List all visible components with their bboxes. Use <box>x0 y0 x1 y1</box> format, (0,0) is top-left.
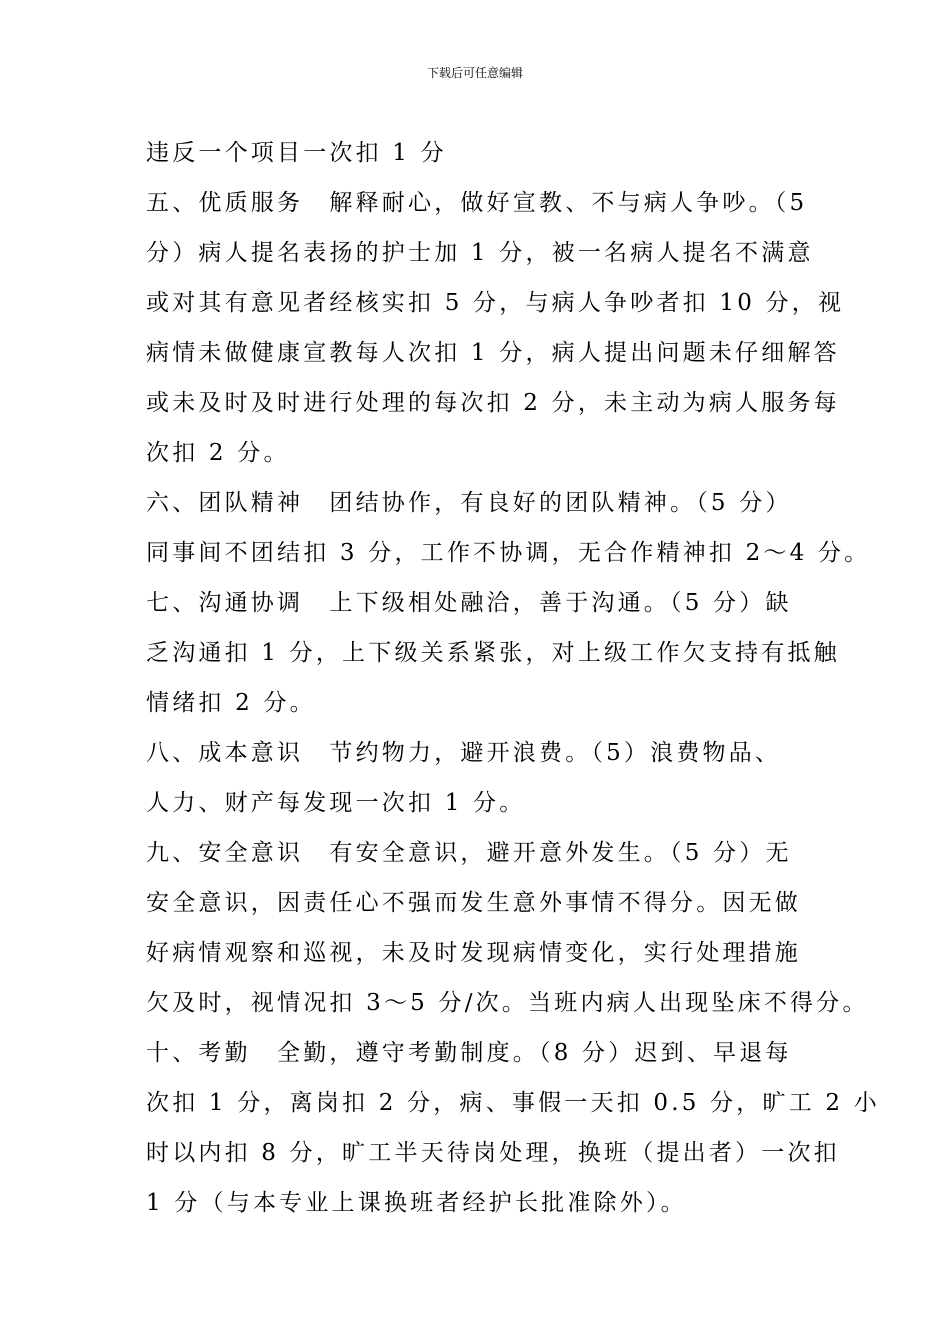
document-body <box>146 128 880 1228</box>
text-line: 九、安全意识 有安全意识，避开意外发生。（5 分）无 <box>146 840 792 866</box>
text-line: 次扣 1 分，离岗扣 2 分，病、事假一天扣 0.5 分，旷工 2 小 <box>146 1090 880 1116</box>
text-line: 时以内扣 8 分，旷工半天待岗处理，换班（提出者）一次扣 <box>146 1140 840 1166</box>
text-line: 安全意识，因责任心不强而发生意外事情不得分。因无做 <box>146 890 801 916</box>
text-line: 次扣 2 分。 <box>146 440 290 466</box>
text-line: 分）病人提名表扬的护士加 1 分，被一名病人提名不满意 <box>146 240 814 266</box>
text-line: 乏沟通扣 1 分，上下级关系紧张，对上级工作欠支持有抵触 <box>146 640 840 666</box>
text-line: 情绪扣 2 分。 <box>146 690 316 716</box>
text-line: 或对其有意见者经核实扣 5 分，与病人争吵者扣 10 分，视 <box>146 290 845 316</box>
text-line: 六、团队精神 团结协作，有良好的团队精神。（5 分） <box>146 490 792 516</box>
text-line: 病情未做健康宣教每人次扣 1 分，病人提出问题未仔细解答 <box>146 340 840 366</box>
text-line: 或未及时及时进行处理的每次扣 2 分，未主动为病人服务每 <box>146 390 840 416</box>
text-line: 好病情观察和巡视，未及时发现病情变化，实行处理措施 <box>146 940 801 966</box>
page-header-note: 下载后可任意编辑 <box>426 66 523 80</box>
text-line: 十、考勤 全勤，遵守考勤制度。（8 分）迟到、早退每 <box>146 1040 792 1066</box>
text-line: 八、成本意识 节约物力，避开浪费。（5）浪费物品、 <box>146 740 782 766</box>
text-line: 七、沟通协调 上下级相处融洽，善于沟通。（5 分）缺 <box>146 590 792 616</box>
text-line: 五、优质服务 解释耐心，做好宣教、不与病人争吵。（5 <box>146 190 808 216</box>
text-line: 违反一个项目一次扣 1 分 <box>146 140 447 166</box>
text-line: 1 分（与本专业上课换班者经护长批准除外）。 <box>146 1190 687 1216</box>
text-line: 欠及时，视情况扣 3～5 分/次。当班内病人出现坠床不得分。 <box>146 990 869 1016</box>
text-line: 同事间不团结扣 3 分，工作不协调，无合作精神扣 2～4 分。 <box>146 540 871 566</box>
text-line: 人力、财产每发现一次扣 1 分。 <box>146 790 526 816</box>
